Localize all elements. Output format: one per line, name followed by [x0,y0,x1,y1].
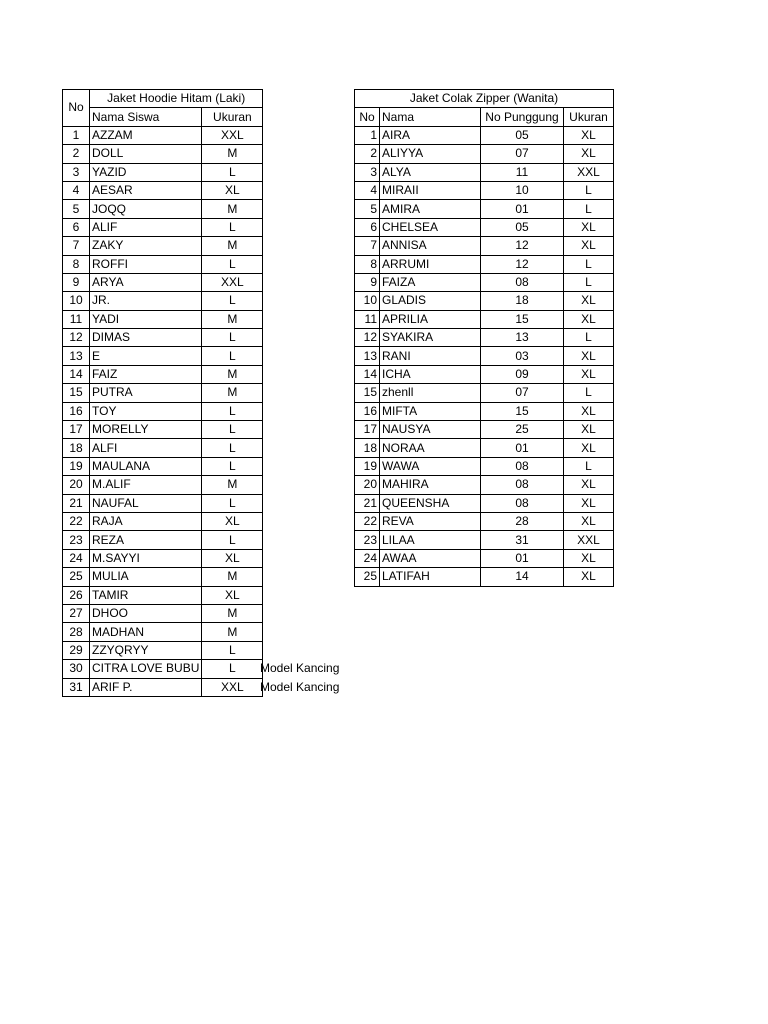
zipper-row-name: NORAA [380,439,481,457]
hoodie-row-no: 14 [63,365,90,383]
zipper-row [355,512,614,530]
hoodie-row-no: 31 [63,678,90,696]
hoodie-col-size: Ukuran [202,108,263,126]
hoodie-row-size: L [202,347,263,365]
hoodie-row [63,126,263,144]
zipper-row-back-number: 08 [481,494,564,512]
hoodie-row [63,163,263,181]
hoodie-row-name: ARIF P. [90,678,202,696]
zipper-row-name: ALIYYA [380,145,481,163]
hoodie-row-name: AZZAM [90,126,202,144]
hoodie-row-no: 23 [63,531,90,549]
hoodie-row-name: JOQQ [90,200,202,218]
zipper-row-name: AIRA [380,126,481,144]
hoodie-row-name: M.ALIF [90,476,202,494]
zipper-row [355,310,614,328]
hoodie-row-no: 30 [63,660,90,678]
hoodie-row-size: M [202,568,263,586]
hoodie-row-name: FAIZ [90,365,202,383]
zipper-row-no: 15 [355,384,380,402]
zipper-row-no: 6 [355,218,380,236]
hoodie-row-no: 7 [63,237,90,255]
hoodie-row-name: CITRA LOVE BUBU [90,660,202,678]
zipper-title-row [355,90,614,108]
zipper-row-no: 11 [355,310,380,328]
hoodie-row [63,347,263,365]
zipper-row [355,457,614,475]
hoodie-row-name: NAUFAL [90,494,202,512]
hoodie-row-name: JR. [90,292,202,310]
hoodie-row [63,310,263,328]
hoodie-row-no: 19 [63,457,90,475]
zipper-table-title: Jaket Colak Zipper (Wanita) [355,90,614,108]
zipper-row-size: L [564,273,614,291]
zipper-row [355,218,614,236]
zipper-row [355,347,614,365]
zipper-row [355,365,614,383]
hoodie-row-no: 25 [63,568,90,586]
hoodie-row-note: Model Kancing [260,661,340,676]
zipper-row-no: 20 [355,476,380,494]
hoodie-row [63,549,263,567]
zipper-row-size: XL [564,439,614,457]
hoodie-row-name: YAZID [90,163,202,181]
zipper-row-name: APRILIA [380,310,481,328]
zipper-row [355,200,614,218]
hoodie-col-name: Nama Siswa [90,108,202,126]
zipper-row-back-number: 12 [481,237,564,255]
hoodie-row-size: L [202,457,263,475]
zipper-row-name: LATIFAH [380,568,481,586]
zipper-row-back-number: 03 [481,347,564,365]
zipper-row-back-number: 01 [481,549,564,567]
hoodie-row [63,604,263,622]
zipper-row-back-number: 14 [481,568,564,586]
zipper-row [355,421,614,439]
hoodie-col-no: No [63,90,90,127]
hoodie-row [63,512,263,530]
hoodie-row [63,439,263,457]
hoodie-table-body [63,90,263,697]
hoodie-row [63,476,263,494]
hoodie-row-name: TOY [90,402,202,420]
zipper-row-back-number: 28 [481,512,564,530]
zipper-row [355,439,614,457]
hoodie-row-no: 29 [63,641,90,659]
hoodie-row [63,255,263,273]
zipper-row-no: 4 [355,181,380,199]
zipper-row-size: XL [564,310,614,328]
hoodie-row-no: 21 [63,494,90,512]
hoodie-row-no: 10 [63,292,90,310]
hoodie-row [63,678,263,696]
zipper-row [355,329,614,347]
zipper-row-size: XXL [564,163,614,181]
zipper-row-size: L [564,181,614,199]
zipper-row-size: L [564,457,614,475]
hoodie-row-size: M [202,310,263,328]
hoodie-row-no: 11 [63,310,90,328]
zipper-row-size: XL [564,347,614,365]
hoodie-row-name: ZAKY [90,237,202,255]
zipper-row-size: XL [564,494,614,512]
zipper-row-name: AMIRA [380,200,481,218]
hoodie-row-size: L [202,641,263,659]
hoodie-row [63,292,263,310]
hoodie-row-size: XL [202,512,263,530]
hoodie-row-name: TAMIR [90,586,202,604]
zipper-row-no: 1 [355,126,380,144]
zipper-col-name: Nama [380,108,481,126]
zipper-row-name: MAHIRA [380,476,481,494]
zipper-row-name: ARRUMI [380,255,481,273]
zipper-row-size: XL [564,292,614,310]
zipper-row-size: XL [564,237,614,255]
hoodie-row-size: XXL [202,126,263,144]
zipper-row [355,126,614,144]
hoodie-row-no: 2 [63,145,90,163]
hoodie-row-name: DOLL [90,145,202,163]
zipper-row-size: L [564,329,614,347]
hoodie-row-no: 15 [63,384,90,402]
hoodie-row-no: 13 [63,347,90,365]
hoodie-row-size: M [202,604,263,622]
zipper-row [355,494,614,512]
hoodie-row-no: 28 [63,623,90,641]
zipper-row-back-number: 01 [481,439,564,457]
zipper-row [355,163,614,181]
zipper-row [355,292,614,310]
zipper-table [354,89,614,587]
zipper-row-no: 16 [355,402,380,420]
hoodie-row-size: M [202,384,263,402]
hoodie-row-name: AESAR [90,181,202,199]
zipper-row-name: ANNISA [380,237,481,255]
hoodie-row-size: L [202,163,263,181]
zipper-row-name: CHELSEA [380,218,481,236]
hoodie-row-name: ROFFI [90,255,202,273]
zipper-row-size: XXL [564,531,614,549]
zipper-row-no: 22 [355,512,380,530]
hoodie-row-name: ARYA [90,273,202,291]
zipper-row-no: 19 [355,457,380,475]
hoodie-row-no: 9 [63,273,90,291]
hoodie-row [63,218,263,236]
hoodie-row [63,531,263,549]
zipper-row-back-number: 15 [481,402,564,420]
hoodie-table-title: Jaket Hoodie Hitam (Laki) [90,90,263,108]
zipper-row-name: SYAKIRA [380,329,481,347]
zipper-row-name: RANI [380,347,481,365]
zipper-row-no: 12 [355,329,380,347]
zipper-row-name: FAIZA [380,273,481,291]
zipper-table-body [355,90,614,587]
hoodie-table [62,89,263,697]
zipper-row-size: XL [564,365,614,383]
zipper-row-no: 3 [355,163,380,181]
zipper-row [355,237,614,255]
zipper-row-back-number: 09 [481,365,564,383]
hoodie-row-name: REZA [90,531,202,549]
zipper-row-size: L [564,255,614,273]
hoodie-row-no: 16 [63,402,90,420]
zipper-row-back-number: 05 [481,126,564,144]
zipper-row-size: XL [564,402,614,420]
zipper-row [355,145,614,163]
zipper-row-name: ICHA [380,365,481,383]
hoodie-row-no: 26 [63,586,90,604]
hoodie-row-name: DIMAS [90,329,202,347]
hoodie-row-no: 3 [63,163,90,181]
hoodie-row-size: XXL [202,678,263,696]
hoodie-row-name: PUTRA [90,384,202,402]
hoodie-row-size: XL [202,549,263,567]
zipper-row-no: 14 [355,365,380,383]
hoodie-row-size: M [202,365,263,383]
hoodie-row-name: DHOO [90,604,202,622]
hoodie-row-no: 12 [63,329,90,347]
zipper-row-name: zhenll [380,384,481,402]
zipper-row-no: 10 [355,292,380,310]
zipper-row [355,273,614,291]
hoodie-row [63,329,263,347]
zipper-row-size: XL [564,218,614,236]
zipper-row-back-number: 25 [481,421,564,439]
hoodie-row-size: M [202,237,263,255]
zipper-row-name: AWAA [380,549,481,567]
zipper-row-back-number: 10 [481,181,564,199]
hoodie-row [63,457,263,475]
hoodie-row [63,181,263,199]
zipper-row-name: REVA [380,512,481,530]
hoodie-row-name: ZZYQRYY [90,641,202,659]
hoodie-row [63,365,263,383]
hoodie-row [63,586,263,604]
hoodie-row-no: 4 [63,181,90,199]
hoodie-row-no: 24 [63,549,90,567]
zipper-row-size: XL [564,421,614,439]
zipper-row-back-number: 13 [481,329,564,347]
hoodie-row-size: XL [202,181,263,199]
zipper-row-size: XL [564,549,614,567]
zipper-row-size: L [564,200,614,218]
zipper-row [355,384,614,402]
hoodie-row-size: L [202,421,263,439]
zipper-row [355,402,614,420]
hoodie-row [63,384,263,402]
hoodie-row-size: M [202,145,263,163]
hoodie-row [63,421,263,439]
hoodie-row-name: ALIF [90,218,202,236]
hoodie-row-name: MAULANA [90,457,202,475]
zipper-row [355,181,614,199]
hoodie-title-row [63,90,263,108]
zipper-row-back-number: 31 [481,531,564,549]
hoodie-row-name: M.SAYYI [90,549,202,567]
hoodie-row-no: 27 [63,604,90,622]
zipper-row-name: QUEENSHA [380,494,481,512]
hoodie-row-no: 1 [63,126,90,144]
hoodie-row-size: XXL [202,273,263,291]
hoodie-row [63,402,263,420]
hoodie-row-no: 8 [63,255,90,273]
zipper-row-size: L [564,384,614,402]
hoodie-row-name: YADI [90,310,202,328]
hoodie-row-size: XL [202,586,263,604]
zipper-header-row [355,108,614,126]
hoodie-row-size: M [202,200,263,218]
zipper-row-no: 9 [355,273,380,291]
zipper-row-back-number: 08 [481,476,564,494]
zipper-row-no: 5 [355,200,380,218]
zipper-row-name: LILAA [380,531,481,549]
zipper-row-size: XL [564,568,614,586]
zipper-row [355,531,614,549]
hoodie-row-size: L [202,255,263,273]
hoodie-row-size: L [202,439,263,457]
zipper-row-back-number: 08 [481,457,564,475]
zipper-row-back-number: 12 [481,255,564,273]
hoodie-row-size: M [202,623,263,641]
hoodie-row-note: Model Kancing [260,679,340,694]
zipper-row [355,255,614,273]
zipper-row-size: XL [564,126,614,144]
hoodie-row-size: L [202,531,263,549]
zipper-col-no: No [355,108,380,126]
zipper-row-back-number: 11 [481,163,564,181]
hoodie-row-no: 17 [63,421,90,439]
zipper-row-back-number: 15 [481,310,564,328]
hoodie-row-name: ALFI [90,439,202,457]
zipper-row [355,476,614,494]
hoodie-row-size: L [202,660,263,678]
zipper-row-no: 23 [355,531,380,549]
hoodie-row-no: 20 [63,476,90,494]
hoodie-row-no: 5 [63,200,90,218]
zipper-row-back-number: 08 [481,273,564,291]
zipper-row-size: XL [564,476,614,494]
hoodie-row-name: MORELLY [90,421,202,439]
zipper-row [355,568,614,586]
hoodie-header-row [63,108,263,126]
zipper-row-no: 7 [355,237,380,255]
zipper-col-size: Ukuran [564,108,614,126]
hoodie-row-size: L [202,494,263,512]
zipper-row-name: MIRAII [380,181,481,199]
zipper-row [355,549,614,567]
zipper-row-back-number: 05 [481,218,564,236]
zipper-row-size: XL [564,145,614,163]
hoodie-row-no: 22 [63,512,90,530]
zipper-row-no: 13 [355,347,380,365]
zipper-row-no: 17 [355,421,380,439]
hoodie-row-size: L [202,292,263,310]
hoodie-row-size: L [202,329,263,347]
hoodie-row-name: RAJA [90,512,202,530]
zipper-row-no: 8 [355,255,380,273]
hoodie-row-name: E [90,347,202,365]
hoodie-row [63,641,263,659]
hoodie-row-no: 6 [63,218,90,236]
zipper-row-back-number: 07 [481,384,564,402]
zipper-row-no: 18 [355,439,380,457]
zipper-row-size: XL [564,512,614,530]
hoodie-row-size: M [202,476,263,494]
hoodie-row [63,623,263,641]
hoodie-row [63,568,263,586]
zipper-row-back-number: 18 [481,292,564,310]
zipper-col-back-number: No Punggung [481,108,564,126]
zipper-row-name: NAUSYA [380,421,481,439]
zipper-row-back-number: 07 [481,145,564,163]
hoodie-row [63,200,263,218]
hoodie-row-name: MADHAN [90,623,202,641]
zipper-row-name: WAWA [380,457,481,475]
hoodie-row [63,494,263,512]
zipper-row-no: 25 [355,568,380,586]
hoodie-row [63,660,263,678]
zipper-row-no: 21 [355,494,380,512]
zipper-row-name: ALYA [380,163,481,181]
zipper-row-name: MIFTA [380,402,481,420]
zipper-row-no: 2 [355,145,380,163]
zipper-row-no: 24 [355,549,380,567]
zipper-row-name: GLADIS [380,292,481,310]
hoodie-row-size: L [202,402,263,420]
hoodie-row-no: 18 [63,439,90,457]
hoodie-row-size: L [202,218,263,236]
hoodie-row [63,273,263,291]
hoodie-row [63,145,263,163]
zipper-row-back-number: 01 [481,200,564,218]
hoodie-row-name: MULIA [90,568,202,586]
hoodie-row [63,237,263,255]
